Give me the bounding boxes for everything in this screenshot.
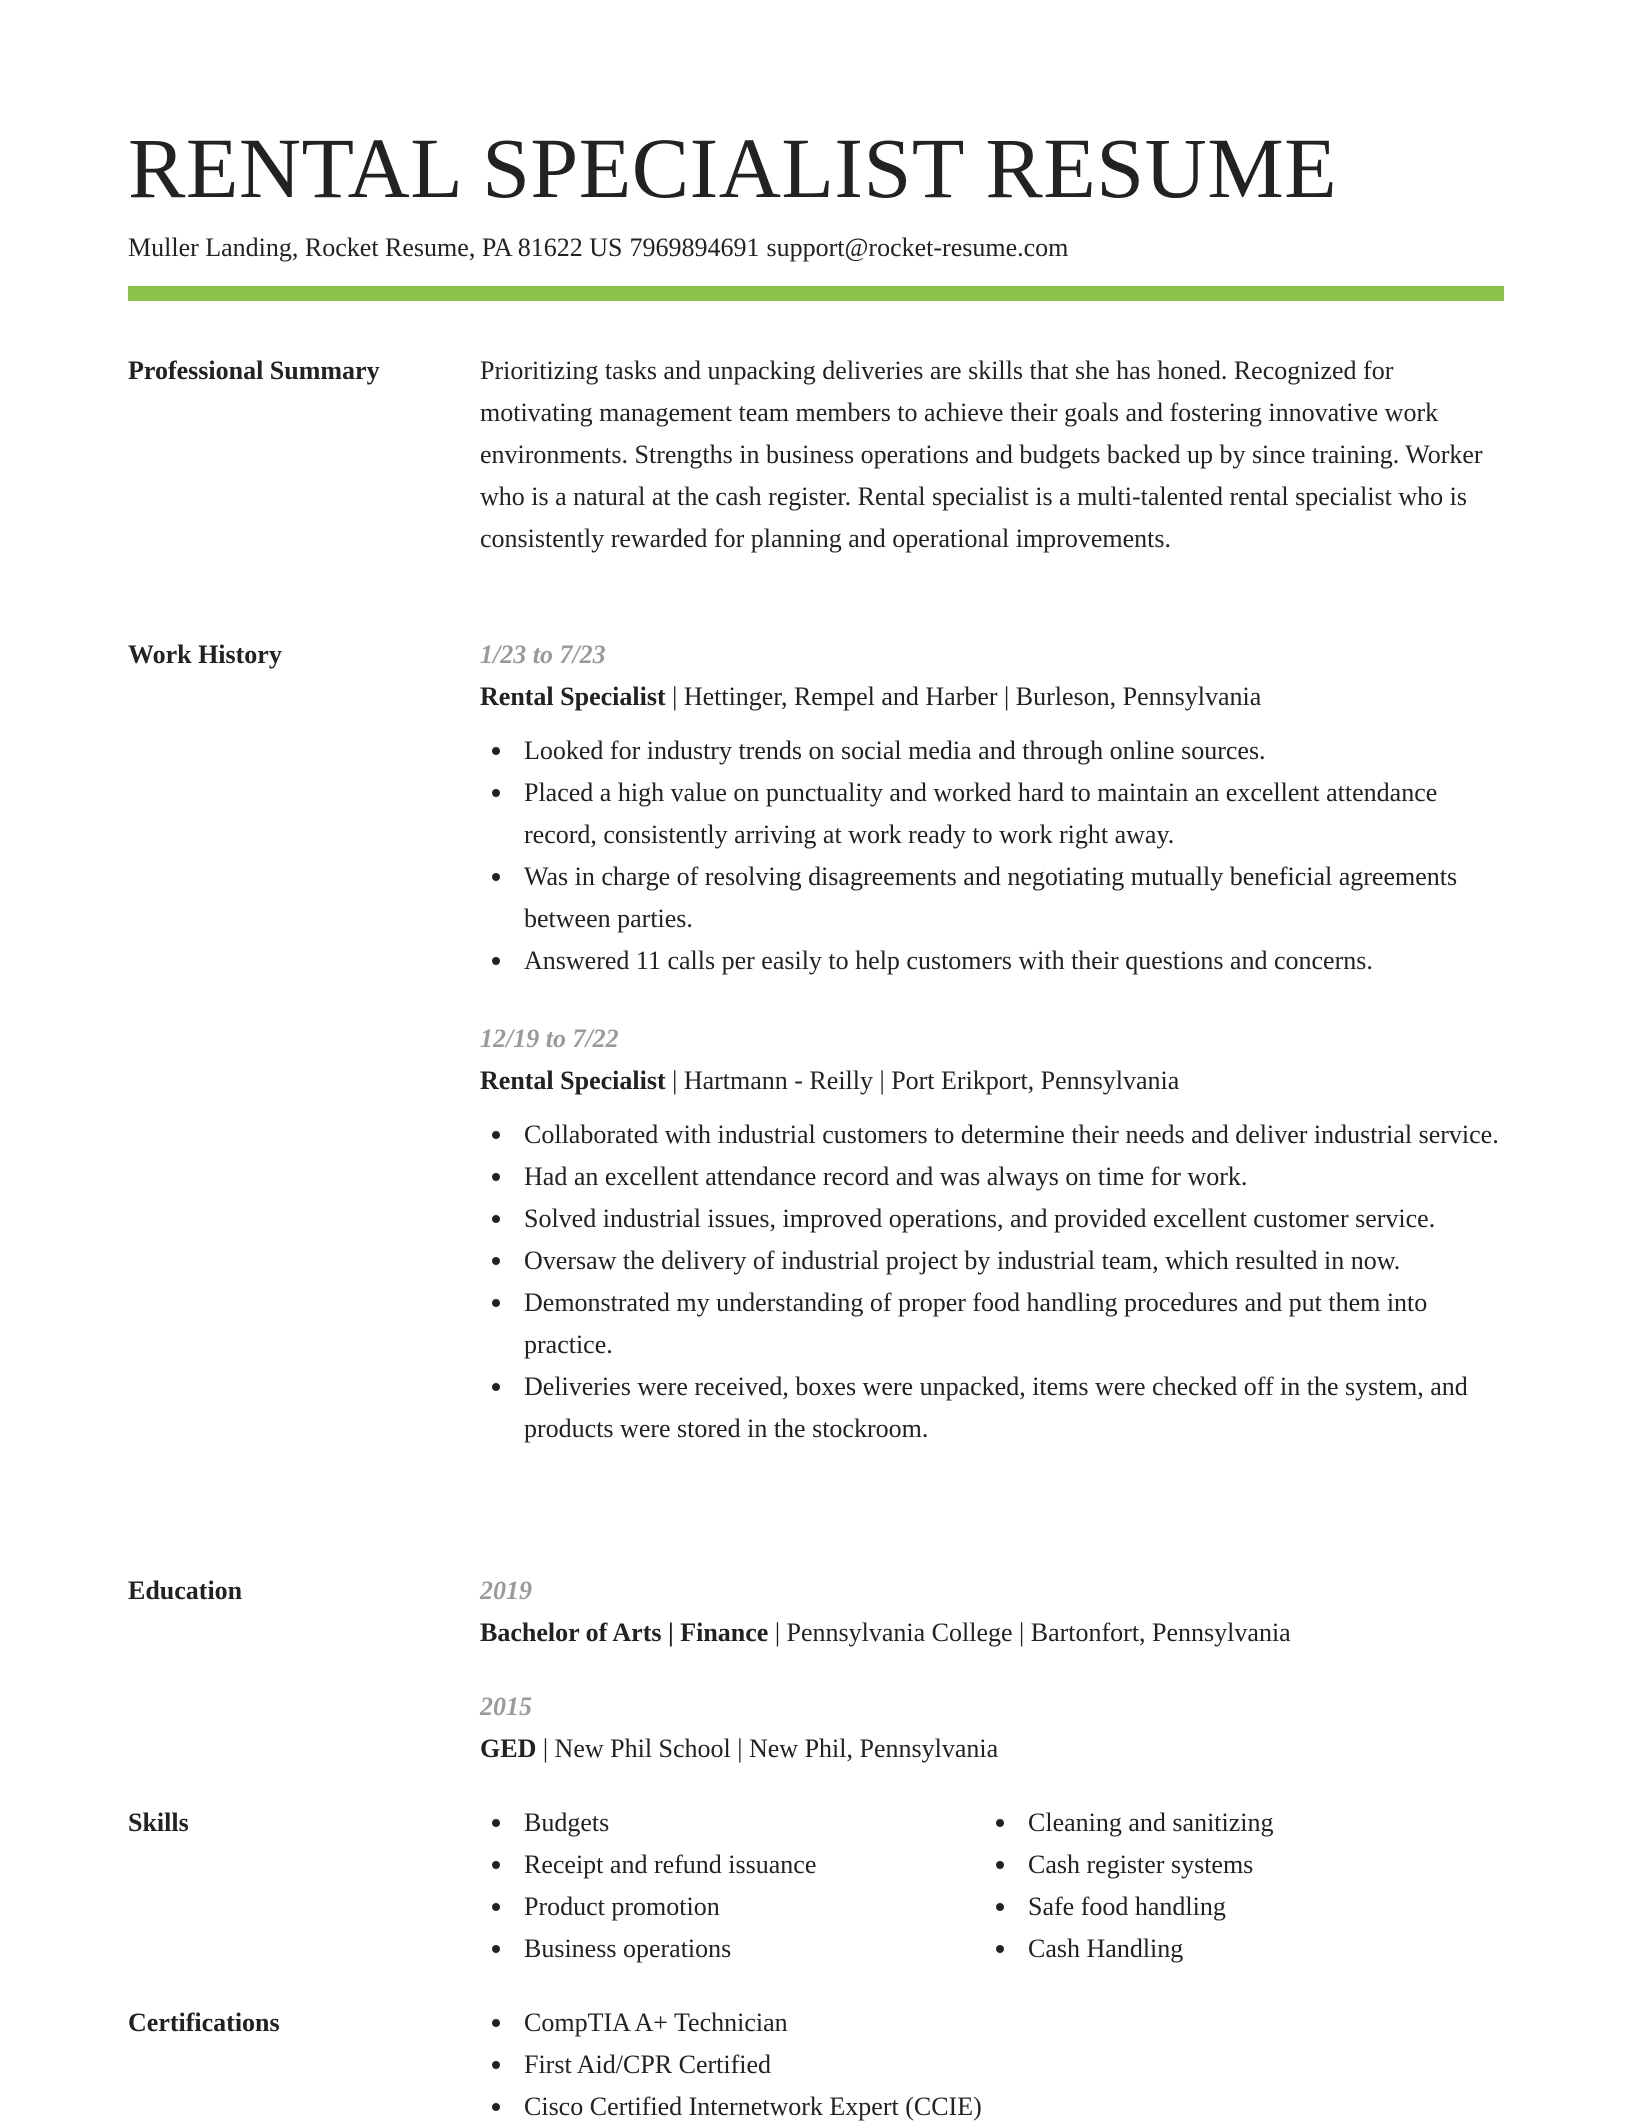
list-item: Was in charge of resolving disagreements and negotiating mutually beneficial agreements between parties. — [524, 856, 1504, 940]
list-item: Product promotion — [524, 1886, 984, 1928]
job-entry — [480, 634, 1504, 982]
list-item: Cleaning and sanitizing — [1028, 1802, 1488, 1844]
list-item: Looked for industry trends on social media and through online sources. — [524, 730, 1504, 772]
job-bullets — [480, 730, 1504, 982]
list-item: Collaborated with industrial customers to determine their needs and deliver industrial service. — [524, 1114, 1504, 1156]
education-entry — [480, 1570, 1504, 1654]
summary-label: Professional Summary — [128, 356, 380, 385]
skills-list-left — [480, 1802, 984, 1970]
education-details: | New Phil School | New Phil, Pennsylvania — [536, 1734, 999, 1763]
list-item: Cash register systems — [1028, 1844, 1488, 1886]
list-item: Cash Handling — [1028, 1928, 1488, 1970]
list-item: CompTIA A+ Technician — [524, 2002, 1504, 2044]
job-role-line — [480, 676, 1504, 718]
list-item: Demonstrated my understanding of proper food handling procedures and put them into practice. — [524, 1282, 1504, 1366]
job-entry — [480, 1018, 1504, 1450]
summary-body — [480, 350, 1504, 560]
job-title: Rental Specialist — [480, 1066, 666, 1095]
education-date: 2019 — [480, 1576, 532, 1605]
list-item: Safe food handling — [1028, 1886, 1488, 1928]
list-item: Had an excellent attendance record and was always on time for work. — [524, 1156, 1504, 1198]
summary-text: Prioritizing tasks and unpacking deliveries are skills that she has honed. Recognized for motivating management team members to achieve their goals and fostering innovative work environments. Strengths in business operations and budgets backed up by since training. Worker who is a natural at the cash register. Rental specialist is a multi-talented rental specialist who is consistently rewarded for planning and operational improvements. — [480, 356, 1483, 553]
list-item: Answered 11 calls per easily to help customers with their questions and concerns. — [524, 940, 1504, 982]
certifications-label: Certifications — [128, 2008, 280, 2037]
job-bullets — [480, 1114, 1504, 1450]
contact-phone: 7969894691 — [629, 233, 760, 262]
work-history-body — [480, 634, 1504, 1443]
education-entry — [480, 1686, 1504, 1770]
list-item: Solved industrial issues, improved operations, and provided excellent customer service. — [524, 1198, 1504, 1240]
contact-email: support@rocket-resume.com — [766, 233, 1069, 262]
education-label: Education — [128, 1576, 243, 1605]
resume-title: RENTAL SPECIALIST RESUME — [128, 120, 1338, 216]
education-details: | Pennsylvania College | Bartonfort, Pennsylvania — [768, 1618, 1291, 1647]
list-item: Budgets — [524, 1802, 984, 1844]
list-item: Placed a high value on punctuality and worked hard to maintain an excellent attendance record, consistently arriving at work ready to work right away. — [524, 772, 1504, 856]
education-line — [480, 1612, 1504, 1654]
list-item: Receipt and refund issuance — [524, 1844, 984, 1886]
certifications-body — [480, 2002, 1504, 2128]
list-item: Business operations — [524, 1928, 984, 1970]
list-item: Deliveries were received, boxes were unpacked, items were checked off in the system, and products were stored in the stockroom. — [524, 1366, 1504, 1450]
job-role-line — [480, 1060, 1504, 1102]
skills-list-right — [984, 1802, 1488, 1970]
education-degree: Bachelor of Arts | Finance — [480, 1618, 769, 1647]
skills-columns — [480, 1802, 1504, 1970]
job-date: 1/23 to 7/23 — [480, 640, 606, 669]
skills-body — [480, 1802, 1504, 1970]
contact-address: Muller Landing, Rocket Resume, PA 81622 US — [128, 233, 623, 262]
job-details: | Hettinger, Rempel and Harber | Burleson, Pennsylvania — [665, 682, 1262, 711]
list-item: First Aid/CPR Certified — [524, 2044, 1504, 2086]
skills-label: Skills — [128, 1808, 189, 1837]
certifications-list — [480, 2002, 1504, 2128]
work-history-label: Work History — [128, 640, 282, 669]
education-degree: GED — [480, 1734, 537, 1763]
job-date: 12/19 to 7/22 — [480, 1024, 619, 1053]
list-item: Cisco Certified Internetwork Expert (CCIE) — [524, 2086, 1504, 2128]
list-item: Oversaw the delivery of industrial project by industrial team, which resulted in now. — [524, 1240, 1504, 1282]
education-date: 2015 — [480, 1692, 532, 1721]
job-details: | Hartmann - Reilly | Port Erikport, Pennsylvania — [665, 1066, 1180, 1095]
education-body — [480, 1570, 1504, 1763]
contact-line — [128, 230, 1068, 266]
education-line — [480, 1728, 1504, 1770]
job-title: Rental Specialist — [480, 682, 666, 711]
accent-divider — [128, 286, 1504, 301]
